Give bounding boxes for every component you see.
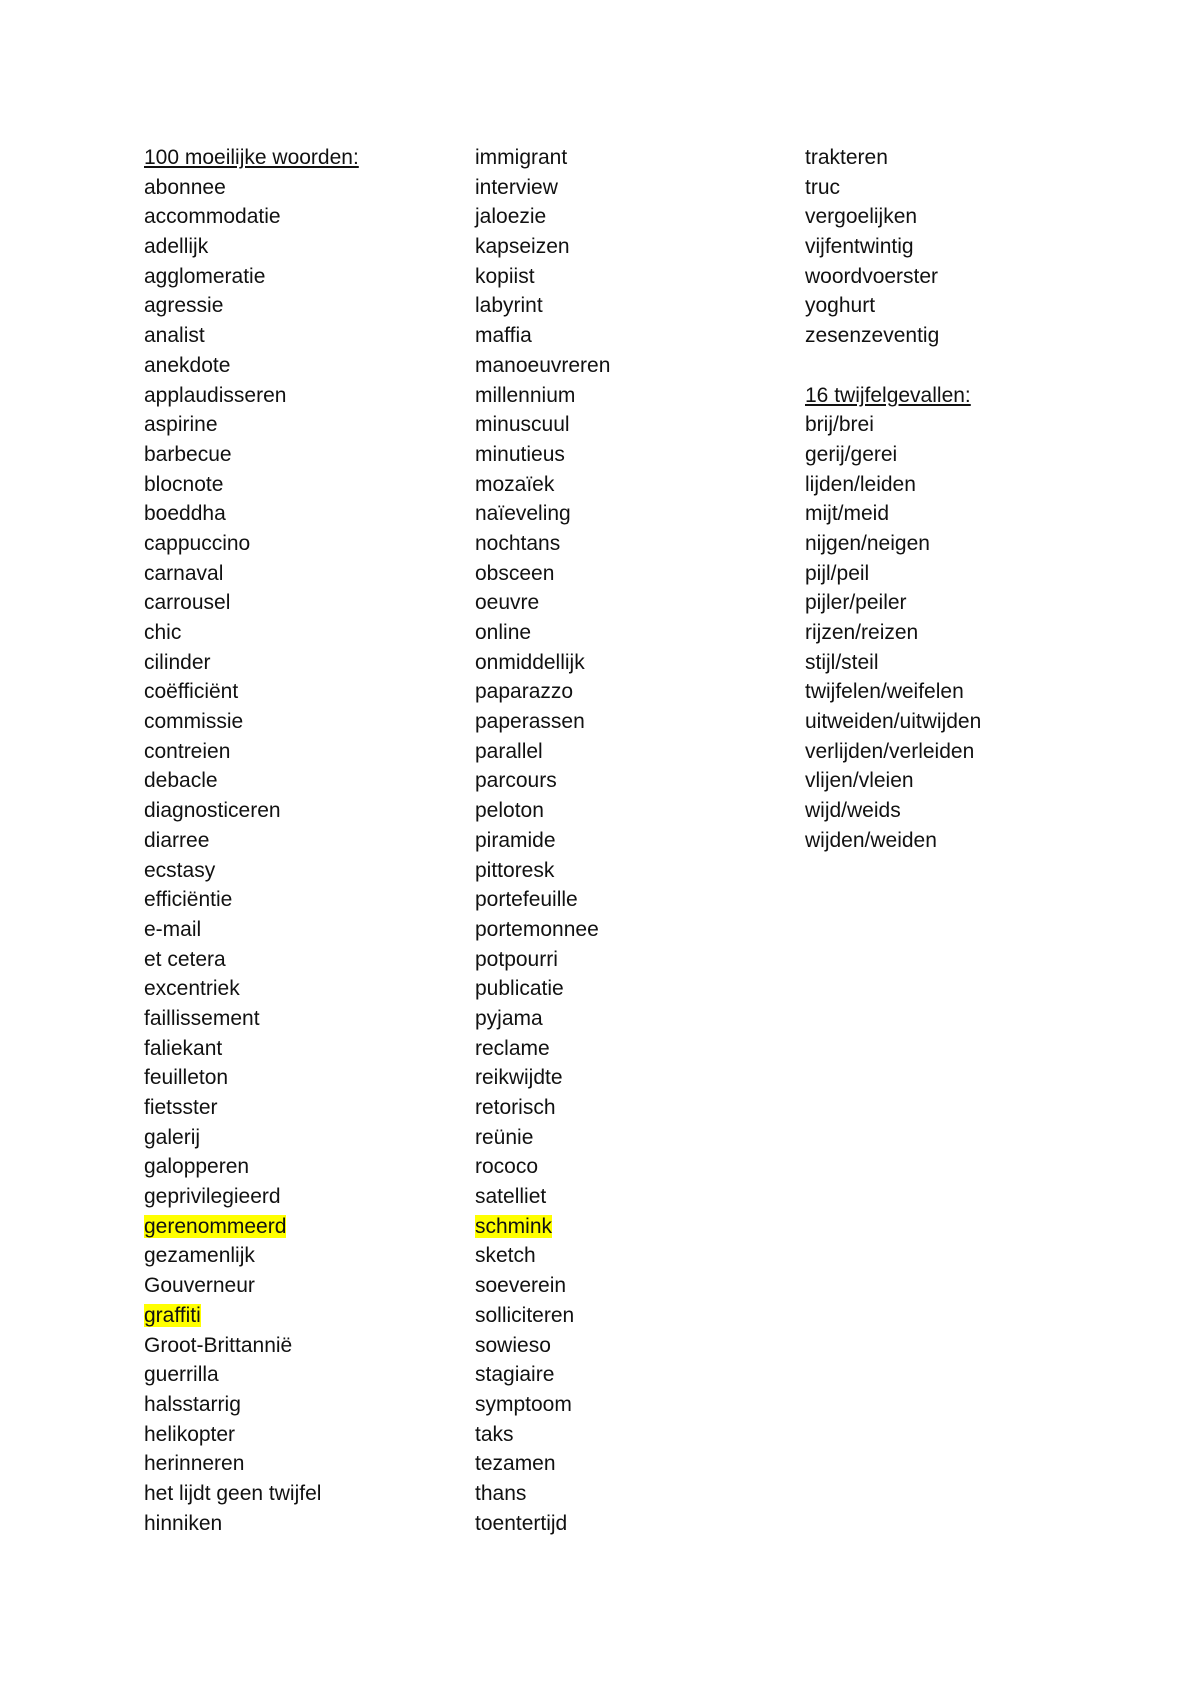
list-item xyxy=(144,707,359,737)
word-text: barbecue xyxy=(144,442,232,466)
list-item xyxy=(144,173,359,203)
list-item xyxy=(475,618,610,648)
list-item xyxy=(144,321,359,351)
list-item xyxy=(475,766,610,796)
word-text: zesenzeventig xyxy=(805,324,940,348)
word-text: rococo xyxy=(475,1155,539,1179)
word-text: labyrint xyxy=(475,294,543,318)
list-item xyxy=(805,737,981,767)
list-item xyxy=(805,410,981,440)
word-text: potpourri xyxy=(475,947,558,971)
word-text: taks xyxy=(475,1422,514,1446)
word-text: manoeuvreren xyxy=(475,353,611,377)
list-item xyxy=(144,945,359,975)
word-text: stijl/steil xyxy=(805,650,879,674)
list-item xyxy=(475,648,610,678)
word-text: thans xyxy=(475,1481,527,1505)
list-item xyxy=(144,202,359,232)
word-text: helikopter xyxy=(144,1422,236,1446)
word-text: retorisch xyxy=(475,1096,556,1119)
word-text: pyjama xyxy=(475,1006,543,1030)
word-text: coëfficiënt xyxy=(144,680,239,704)
word-text: kopiist xyxy=(475,264,535,288)
word-text: portemonnee xyxy=(475,917,599,941)
list-item xyxy=(144,885,359,915)
word-text: agressie xyxy=(144,294,224,318)
list-item xyxy=(144,1509,359,1539)
word-text: fietsster xyxy=(144,1096,218,1119)
word-column-3 xyxy=(805,143,981,856)
list-item xyxy=(144,1390,359,1420)
list-item xyxy=(144,381,359,411)
list-item xyxy=(805,291,981,321)
list-item xyxy=(475,559,610,589)
list-item xyxy=(144,1271,359,1301)
word-text: adellijk xyxy=(144,235,209,259)
word-text: efficiëntie xyxy=(144,888,233,912)
list-item xyxy=(475,529,610,559)
list-item xyxy=(805,232,981,262)
list-item xyxy=(475,1123,610,1153)
list-item xyxy=(475,737,610,767)
word-text: stagiaire xyxy=(475,1363,555,1387)
list-item xyxy=(144,1420,359,1450)
list-item xyxy=(475,856,610,886)
word-text: graffiti xyxy=(144,1303,201,1327)
word-text: parcours xyxy=(475,769,557,793)
list-item xyxy=(805,440,981,470)
list-item xyxy=(144,856,359,886)
list-item xyxy=(144,648,359,678)
list-item xyxy=(475,1390,610,1420)
list-item xyxy=(805,766,981,796)
list-item xyxy=(805,677,981,707)
word-text: chic xyxy=(144,621,182,644)
list-item xyxy=(475,470,610,500)
word-text: diagnosticeren xyxy=(144,799,281,823)
word-text: reikwijdte xyxy=(475,1066,563,1090)
word-text: vlijen/vleien xyxy=(805,769,914,793)
list-item xyxy=(475,440,610,470)
list-item xyxy=(475,291,610,321)
word-text: schmink xyxy=(475,1214,553,1238)
list-item xyxy=(475,826,610,856)
list-item xyxy=(144,1182,359,1212)
list-item xyxy=(475,1093,610,1123)
word-text: ecstasy xyxy=(144,858,216,882)
word-text: interview xyxy=(475,175,558,199)
word-text: diarree xyxy=(144,828,210,852)
word-text: paparazzo xyxy=(475,680,574,704)
word-text: Groot-Brittannië xyxy=(144,1333,293,1357)
word-text: satelliet xyxy=(475,1185,547,1209)
word-text: oeuvre xyxy=(475,591,540,615)
word-text: accommodatie xyxy=(144,205,281,229)
word-text: pittoresk xyxy=(475,858,555,882)
list-item xyxy=(805,202,981,232)
word-text: geprivilegieerd xyxy=(144,1185,281,1209)
list-item xyxy=(475,677,610,707)
word-text: carrousel xyxy=(144,591,231,615)
word-text: minuscuul xyxy=(475,413,570,437)
list-item xyxy=(144,1212,359,1242)
word-text: naïeveling xyxy=(475,502,571,526)
word-text: faliekant xyxy=(144,1036,223,1060)
list-item xyxy=(144,262,359,292)
list-item xyxy=(805,796,981,826)
list-item xyxy=(805,588,981,618)
list-item xyxy=(144,232,359,262)
word-text: faillissement xyxy=(144,1006,260,1030)
list-item xyxy=(144,1241,359,1271)
word-text: cilinder xyxy=(144,650,211,674)
word-text: immigrant xyxy=(475,146,568,169)
list-item xyxy=(144,1301,359,1331)
list-item xyxy=(144,1034,359,1064)
word-text: toentertijd xyxy=(475,1511,568,1535)
word-text: nochtans xyxy=(475,531,561,555)
word-text: uitweiden/uitwijden xyxy=(805,710,982,734)
list-item xyxy=(805,707,981,737)
list-item xyxy=(475,381,610,411)
list-item xyxy=(144,1093,359,1123)
word-text: e-mail xyxy=(144,917,202,941)
word-text: sowieso xyxy=(475,1333,551,1357)
list-item xyxy=(475,707,610,737)
list-item xyxy=(144,588,359,618)
word-text: galopperen xyxy=(144,1155,250,1179)
list-item xyxy=(805,618,981,648)
word-text: online xyxy=(475,621,532,644)
word-text: Gouverneur xyxy=(144,1274,255,1298)
list-item xyxy=(805,499,981,529)
word-text: symptoom xyxy=(475,1392,572,1416)
word-text: anekdote xyxy=(144,353,231,377)
list-item xyxy=(805,173,981,203)
word-text: reünie xyxy=(475,1125,534,1149)
list-item xyxy=(144,529,359,559)
word-text: carnaval xyxy=(144,561,224,585)
word-text: yoghurt xyxy=(805,294,876,318)
word-text: commissie xyxy=(144,710,244,734)
word-text: kapseizen xyxy=(475,235,570,259)
word-text: reclame xyxy=(475,1036,550,1060)
word-text: wijden/weiden xyxy=(805,828,937,852)
word-text: obsceen xyxy=(475,561,555,585)
word-text: cappuccino xyxy=(144,531,251,555)
list-item xyxy=(144,974,359,1004)
word-text: gezamenlijk xyxy=(144,1244,255,1268)
list-item xyxy=(805,529,981,559)
list-item xyxy=(144,1152,359,1182)
list-item xyxy=(475,1063,610,1093)
word-text: trakteren xyxy=(805,146,888,169)
list-item xyxy=(475,1241,610,1271)
word-text: gerenommeerd xyxy=(144,1214,287,1238)
list-item xyxy=(144,766,359,796)
list-item xyxy=(144,1063,359,1093)
list-item xyxy=(475,796,610,826)
list-item xyxy=(144,351,359,381)
list-item xyxy=(144,737,359,767)
word-text: guerrilla xyxy=(144,1363,219,1387)
list-item xyxy=(475,974,610,1004)
list-item xyxy=(144,1331,359,1361)
word-text: abonnee xyxy=(144,175,226,199)
list-item xyxy=(475,1182,610,1212)
word-text: hinniken xyxy=(144,1511,223,1535)
word-text: piramide xyxy=(475,828,556,852)
spacer xyxy=(805,351,981,381)
word-text: mijt/meid xyxy=(805,502,890,526)
list-item xyxy=(144,1004,359,1034)
word-text: wijd/weids xyxy=(805,799,901,823)
word-text: feuilleton xyxy=(144,1066,229,1090)
word-text: agglomeratie xyxy=(144,264,266,288)
word-text: nijgen/neigen xyxy=(805,531,930,555)
list-item xyxy=(475,588,610,618)
list-item xyxy=(144,470,359,500)
list-item xyxy=(475,499,610,529)
list-item xyxy=(144,1449,359,1479)
word-column-1 xyxy=(144,143,359,1538)
list-item xyxy=(805,648,981,678)
word-text: excentriek xyxy=(144,977,240,1001)
list-item xyxy=(144,826,359,856)
word-text: brij/brei xyxy=(805,413,874,437)
word-text: aspirine xyxy=(144,413,218,437)
word-text: lijden/leiden xyxy=(805,472,916,496)
word-text: onmiddellijk xyxy=(475,650,585,674)
list-item xyxy=(475,202,610,232)
list-item xyxy=(475,143,610,173)
word-text: mozaïek xyxy=(475,472,555,496)
word-text: solliciteren xyxy=(475,1303,575,1327)
word-text: boeddha xyxy=(144,502,226,526)
list-item xyxy=(144,499,359,529)
list-item xyxy=(475,1301,610,1331)
list-item xyxy=(475,173,610,203)
list-item xyxy=(475,1420,610,1450)
list-item xyxy=(475,1449,610,1479)
word-text: analist xyxy=(144,324,205,348)
word-text: blocnote xyxy=(144,472,224,496)
list-item xyxy=(805,262,981,292)
list-item xyxy=(475,262,610,292)
list-item xyxy=(805,826,981,856)
word-text: woordvoerster xyxy=(805,264,939,288)
list-item xyxy=(475,1152,610,1182)
list-item xyxy=(475,1479,610,1509)
word-text: gerij/gerei xyxy=(805,442,898,466)
list-item xyxy=(144,1479,359,1509)
word-text: rijzen/reizen xyxy=(805,621,919,644)
list-item xyxy=(475,321,610,351)
word-text: peloton xyxy=(475,799,544,823)
word-text: vijfentwintig xyxy=(805,235,914,259)
word-text: portefeuille xyxy=(475,888,578,912)
word-text: vergoelijken xyxy=(805,205,918,229)
list-item xyxy=(475,1034,610,1064)
heading-text: 100 moeilijke woorden: xyxy=(144,146,359,169)
word-text: twijfelen/weifelen xyxy=(805,680,964,704)
word-text: jaloezie xyxy=(475,205,547,229)
word-text: pijler/peiler xyxy=(805,591,907,615)
list-item xyxy=(144,291,359,321)
word-text: millennium xyxy=(475,383,576,407)
word-text: het lijdt geen twijfel xyxy=(144,1481,322,1505)
list-item xyxy=(144,559,359,589)
word-text: applaudisseren xyxy=(144,383,287,407)
list-item xyxy=(144,1123,359,1153)
word-text: maffia xyxy=(475,324,532,348)
list-item xyxy=(805,470,981,500)
word-text: contreien xyxy=(144,739,231,763)
list-item xyxy=(475,945,610,975)
word-text: pijl/peil xyxy=(805,561,870,585)
list-heading xyxy=(805,381,981,411)
word-text: truc xyxy=(805,175,841,199)
list-item xyxy=(475,1331,610,1361)
list-item xyxy=(144,1360,359,1390)
list-item xyxy=(475,1509,610,1539)
list-item xyxy=(475,915,610,945)
word-text: galerij xyxy=(144,1125,201,1149)
list-item xyxy=(475,232,610,262)
word-text: tezamen xyxy=(475,1452,556,1476)
list-item xyxy=(475,1004,610,1034)
word-column-2 xyxy=(475,143,610,1538)
list-item xyxy=(144,410,359,440)
list-item xyxy=(144,440,359,470)
word-text: minutieus xyxy=(475,442,565,466)
word-text: soeverein xyxy=(475,1274,567,1298)
word-text: halsstarrig xyxy=(144,1392,241,1416)
list-item xyxy=(805,143,981,173)
word-text: paperassen xyxy=(475,710,585,734)
list-item xyxy=(144,796,359,826)
list-item xyxy=(475,1360,610,1390)
list-item xyxy=(475,1212,610,1242)
word-text: sketch xyxy=(475,1244,536,1268)
heading-text: 16 twijfelgevallen: xyxy=(805,383,971,407)
word-text: debacle xyxy=(144,769,218,793)
list-item xyxy=(475,885,610,915)
word-text: et cetera xyxy=(144,947,226,971)
word-text: verlijden/verleiden xyxy=(805,739,975,763)
word-text: parallel xyxy=(475,739,543,763)
list-item xyxy=(144,677,359,707)
word-text: herinneren xyxy=(144,1452,245,1476)
list-item xyxy=(144,915,359,945)
list-heading xyxy=(144,143,359,173)
list-item xyxy=(475,1271,610,1301)
list-item xyxy=(475,410,610,440)
list-item xyxy=(475,351,610,381)
word-text: publicatie xyxy=(475,977,564,1001)
list-item xyxy=(805,321,981,351)
list-item xyxy=(144,618,359,648)
list-item xyxy=(805,559,981,589)
